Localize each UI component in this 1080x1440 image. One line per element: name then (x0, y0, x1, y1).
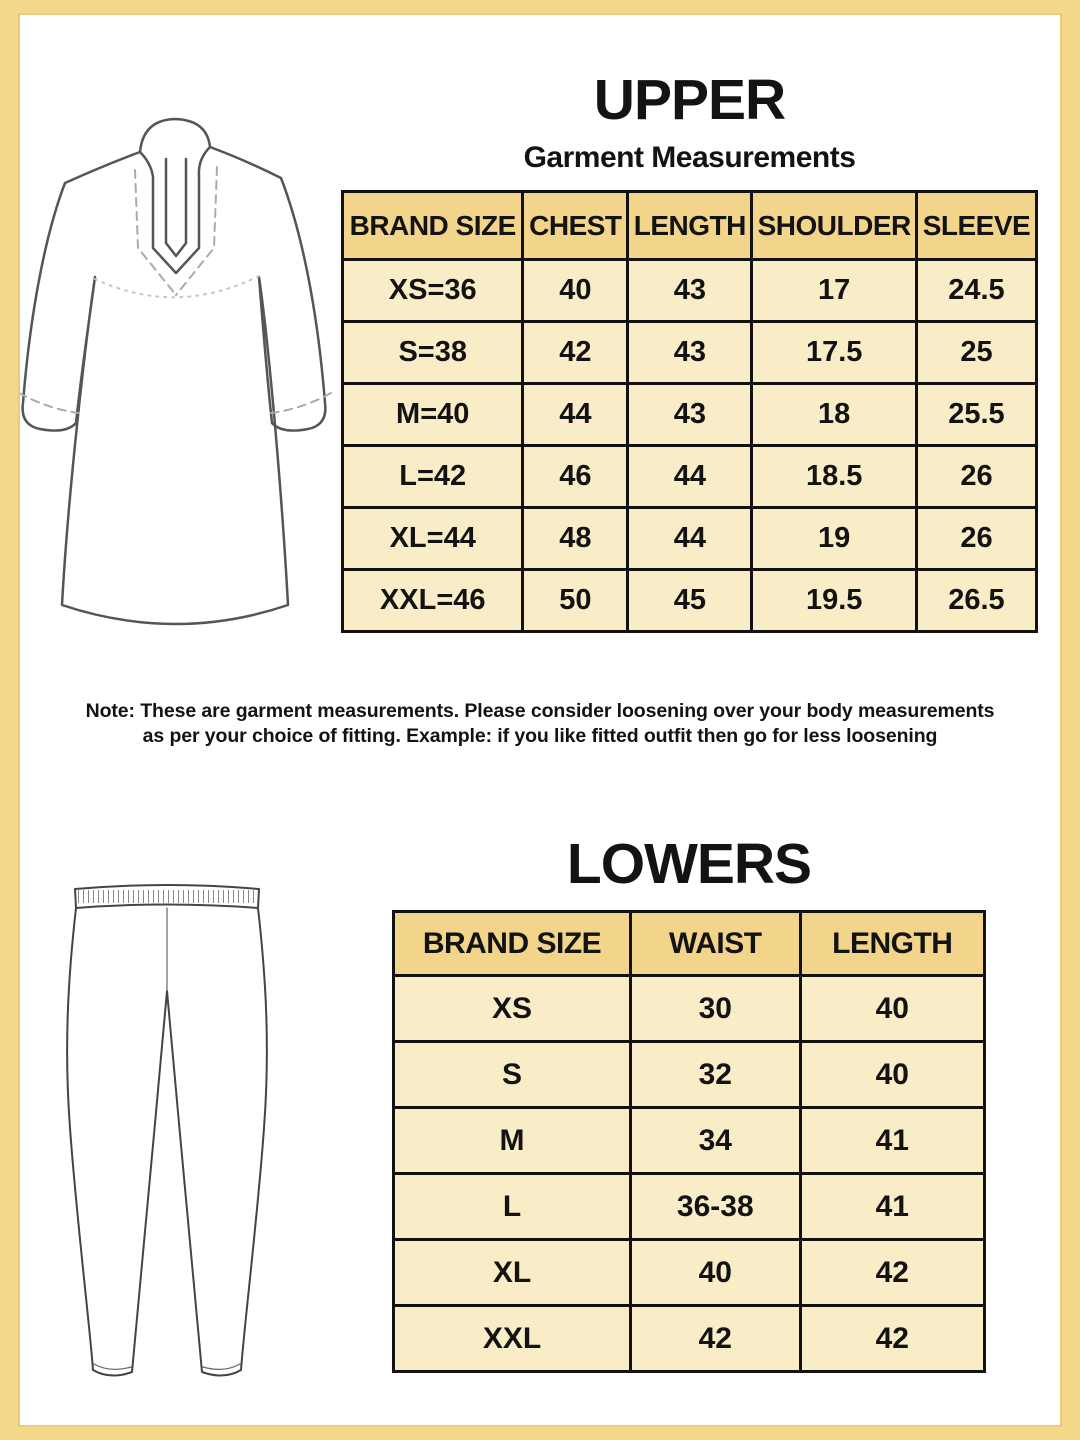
note-text (50, 699, 1030, 750)
table-cell: 34 (630, 1108, 800, 1174)
table-cell: 36-38 (630, 1174, 800, 1240)
note-line: Note: These are garment measurements. Please consider loosening over your body measurements (85, 700, 995, 722)
table-cell: 26.5 (916, 570, 1036, 632)
table-cell: 25 (916, 322, 1036, 384)
table-row (394, 1306, 985, 1372)
table-cell: XS=36 (343, 260, 523, 322)
table-cell: 43 (628, 384, 752, 446)
table-cell: 18.5 (752, 446, 916, 508)
column-header: BRAND SIZE (343, 192, 523, 260)
lowers-section-title: LOWERS (566, 832, 812, 896)
table-cell: 17.5 (752, 322, 916, 384)
table-row (394, 1240, 985, 1306)
column-header: LENGTH (628, 192, 752, 260)
upper-table-header (343, 192, 1037, 260)
lowers-table-header (394, 912, 985, 976)
table-cell: 32 (630, 1042, 800, 1108)
table-cell: 26 (916, 508, 1036, 570)
column-header: BRAND SIZE (394, 912, 631, 976)
table-cell: 40 (523, 260, 628, 322)
table-cell: 46 (523, 446, 628, 508)
table-cell: 40 (630, 1240, 800, 1306)
table-cell: 42 (523, 322, 628, 384)
table-cell: 43 (628, 322, 752, 384)
table-cell: 42 (800, 1306, 984, 1372)
table-cell: 41 (800, 1174, 984, 1240)
table-cell: 42 (800, 1240, 984, 1306)
table-cell: 30 (630, 976, 800, 1042)
upper-size-table (341, 190, 1038, 633)
table-cell: 42 (630, 1306, 800, 1372)
table-cell: 18 (752, 384, 916, 446)
table-cell: XL (394, 1240, 631, 1306)
table-row (343, 570, 1037, 632)
table-cell: S=38 (343, 322, 523, 384)
table-cell: L=42 (343, 446, 523, 508)
column-header: LENGTH (800, 912, 984, 976)
upper-section-title: UPPER (593, 68, 786, 132)
table-cell: 40 (800, 1042, 984, 1108)
table-cell: 41 (800, 1108, 984, 1174)
table-header-row (394, 912, 985, 976)
table-cell: 44 (523, 384, 628, 446)
table-cell: XL=44 (343, 508, 523, 570)
table-cell: 25.5 (916, 384, 1036, 446)
table-cell: 17 (752, 260, 916, 322)
table-cell: 44 (628, 446, 752, 508)
table-cell: XXL (394, 1306, 631, 1372)
table-cell: 24.5 (916, 260, 1036, 322)
table-row (394, 976, 985, 1042)
table-row (343, 446, 1037, 508)
table-row (343, 384, 1037, 446)
garment-measurements-subtitle: Garment Measurements (523, 141, 856, 174)
table-cell: 26 (916, 446, 1036, 508)
table-cell: 19 (752, 508, 916, 570)
table-cell: L (394, 1174, 631, 1240)
table-cell: 45 (628, 570, 752, 632)
column-header: CHEST (523, 192, 628, 260)
kurta-outline (23, 119, 326, 624)
table-row (394, 1108, 985, 1174)
table-cell: 44 (628, 508, 752, 570)
table-cell: 40 (800, 976, 984, 1042)
table-cell: S (394, 1042, 631, 1108)
table-row (343, 260, 1037, 322)
table-cell: M=40 (343, 384, 523, 446)
table-cell: 48 (523, 508, 628, 570)
table-row (343, 508, 1037, 570)
table-cell: 19.5 (752, 570, 916, 632)
kurta-illustration (10, 115, 340, 650)
table-row (394, 1174, 985, 1240)
note-line: as per your choice of fitting. Example: if you like fitted outfit then go for less loosening (142, 725, 938, 748)
table-cell: XXL=46 (343, 570, 523, 632)
table-cell: 43 (628, 260, 752, 322)
column-header: WAIST (630, 912, 800, 976)
table-cell: 50 (523, 570, 628, 632)
column-header: SLEEVE (916, 192, 1036, 260)
table-row (343, 322, 1037, 384)
table-header-row (343, 192, 1037, 260)
table-cell: M (394, 1108, 631, 1174)
column-header: SHOULDER (752, 192, 916, 260)
table-cell: XS (394, 976, 631, 1042)
table-row (394, 1042, 985, 1108)
leggings-illustration (60, 878, 275, 1393)
lowers-size-table (392, 910, 986, 1373)
